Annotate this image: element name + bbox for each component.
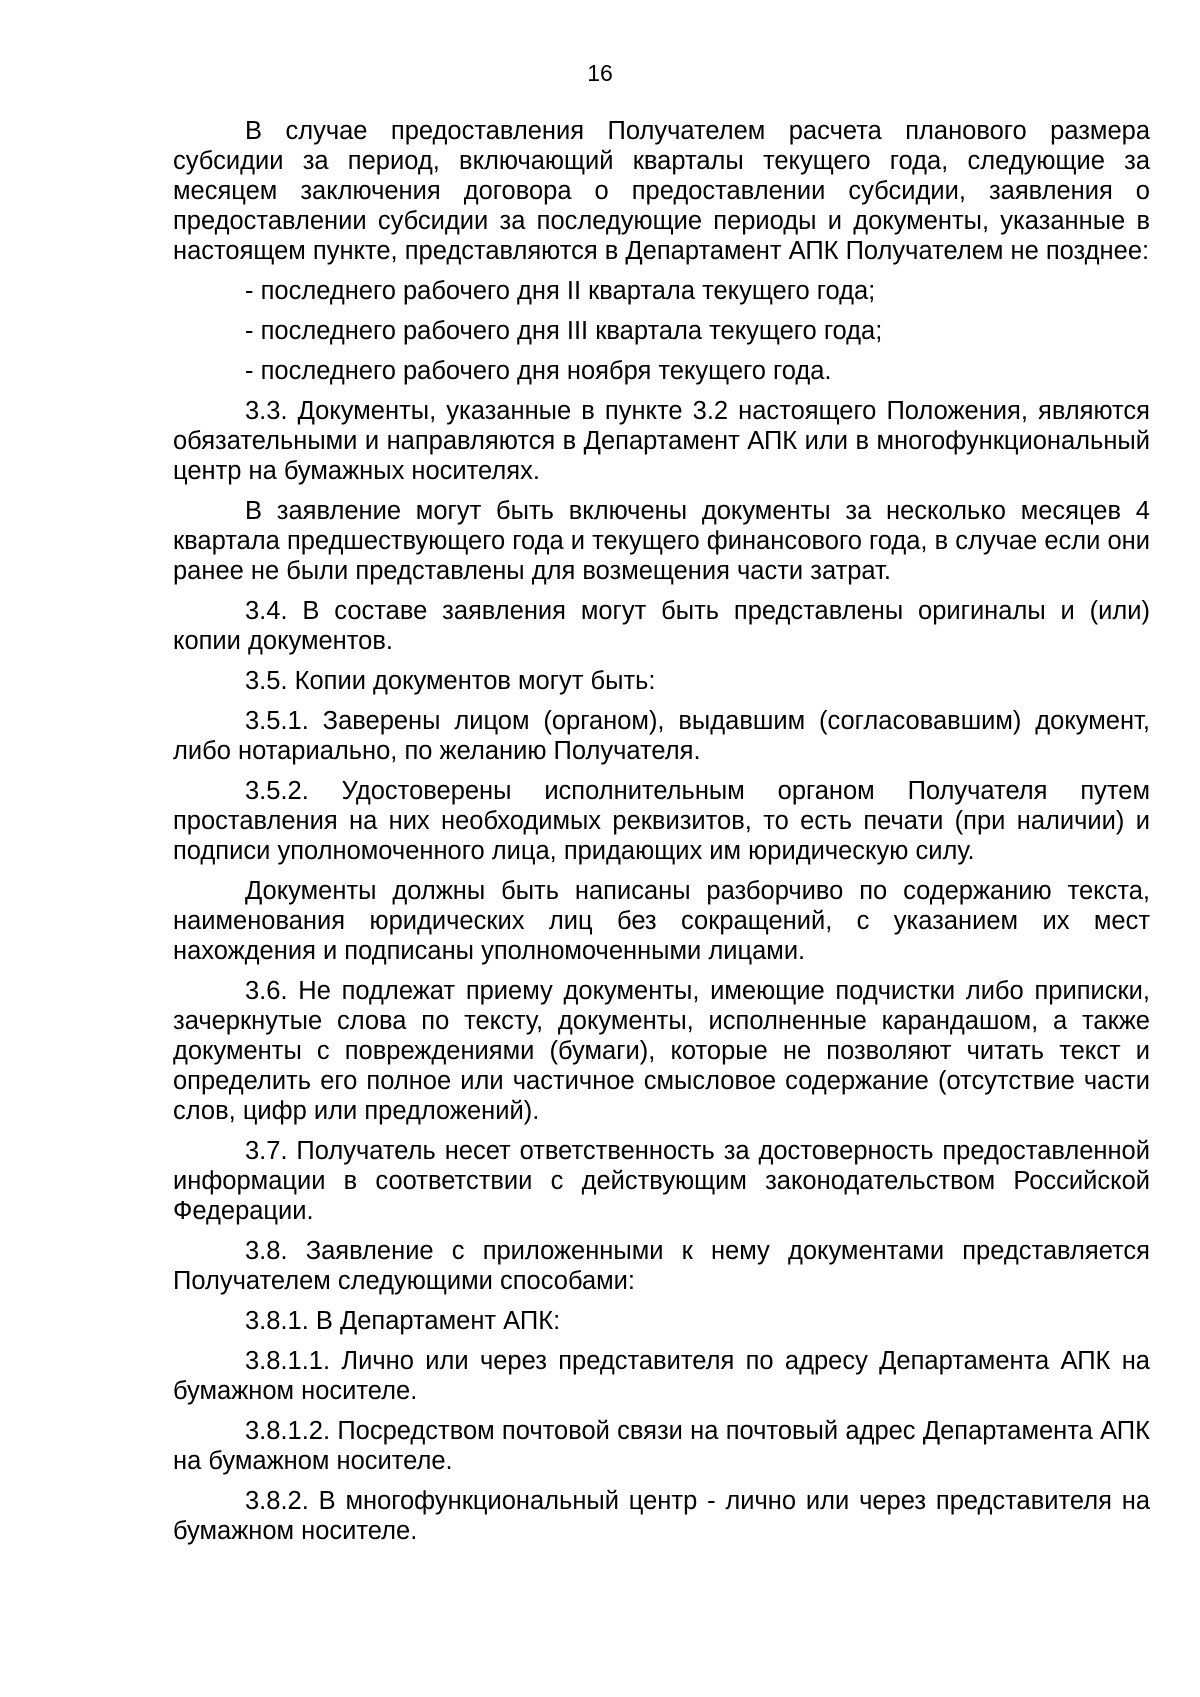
list-item-q3-deadline: - последнего рабочего дня III квартала текущего года; (245, 317, 883, 345)
paragraph-3-8-1-2: 3.8.1.2. Посредством почтовой связи на почтовый адрес Департамента АПК на бумажном носителе. (173, 1417, 1150, 1475)
paragraph-quarterly-deadlines-intro: В случае предоставления Получателем расчета планового размера субсидии за период, включающий кварталы текущего года, следующие за месяцем заключения договора о предоставлении субсидии, заявления о предоставлении субсидии за последующие периоды и документы, указанные в настоящем пункте, представляются в Департамент АПК Получателем не позднее: (173, 117, 1150, 265)
paragraph-3-3: 3.3. Документы, указанные в пункте 3.2 настоящего Положения, являются обязательными и направляются в Департамент АПК или в многофункциональный центр на бумажных носителях. (173, 397, 1150, 485)
document-body (173, 116, 1150, 1546)
paragraph-legibility-requirements: Документы должны быть написаны разборчиво по содержанию текста, наименования юридических лиц без сокращений, с указанием их мест нахождения и подписаны уполномоченными лицами. (173, 877, 1150, 965)
paragraph-3-7: 3.7. Получатель несет ответственность за достоверность предоставленной информации в соответствии с действующим законодательством Российской Федерации. (173, 1137, 1150, 1225)
paragraph-3-8: 3.8. Заявление с приложенными к нему документами представляется Получателем следующими способами: (173, 1237, 1150, 1295)
page-number: 16 (587, 60, 613, 86)
paragraph-3-5: 3.5. Копии документов могут быть: (245, 667, 656, 695)
list-item-november-deadline: - последнего рабочего дня ноября текущего года. (245, 357, 832, 385)
paragraph-3-6: 3.6. Не подлежат приему документы, имеющие подчистки либо приписки, зачеркнутые слова по тексту, документы, исполненные карандашом, а также документы с повреждениями (бумаги), которые не позволяют читать текст и определить его полное или частичное смысловое содержание (отсутствие части слов, цифр или предложений). (173, 977, 1150, 1125)
paragraph-3-5-2: 3.5.2. Удостоверены исполнительным органом Получателя путем проставления на них необходимых реквизитов, то есть печати (при наличии) и подписи уполномоченного лица, придающих им юридическую силу. (173, 777, 1150, 865)
paragraph-previous-year-documents: В заявление могут быть включены документы за несколько месяцев 4 квартала предшествующего года и текущего финансового года, в случае если они ранее не были представлены для возмещения части затрат. (173, 497, 1150, 585)
paragraph-3-8-1: 3.8.1. В Департамент АПК: (245, 1307, 561, 1335)
paragraph-3-8-1-1: 3.8.1.1. Лично или через представителя по адресу Департамента АПК на бумажном носителе. (173, 1347, 1150, 1405)
list-item-q2-deadline: - последнего рабочего дня II квартала текущего года; (245, 277, 876, 305)
paragraph-3-4: 3.4. В составе заявления могут быть представлены оригиналы и (или) копии документов. (173, 597, 1150, 655)
paragraph-3-8-2: 3.8.2. В многофункциональный центр - лично или через представителя на бумажном носителе. (173, 1487, 1150, 1545)
paragraph-3-5-1: 3.5.1. Заверены лицом (органом), выдавшим (согласовавшим) документ, либо нотариально, по желанию Получателя. (173, 707, 1150, 765)
